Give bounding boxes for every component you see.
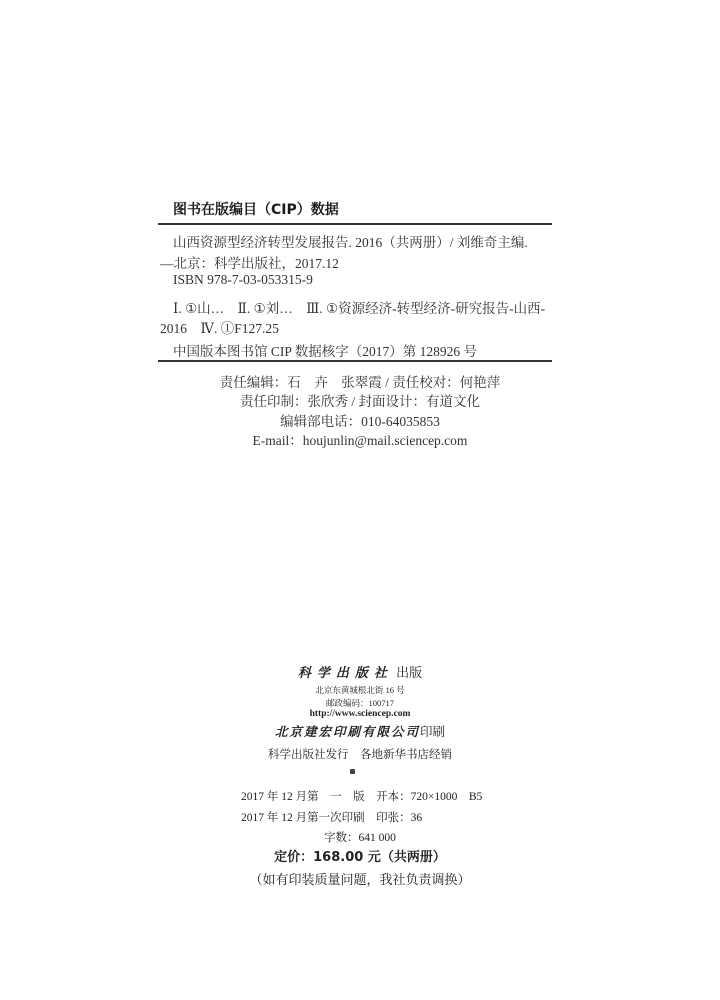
printer-name: 北京建宏印刷有限公司 [274,724,420,739]
cip-classification-line-2: 2016 Ⅳ. ①F127.25 [160,321,279,336]
publisher-suffix: 出版 [396,666,423,681]
publisher-postcode: 邮政编码：100717 [325,698,394,708]
credit-phone: 编辑部电话：010-64035853 [280,414,440,429]
printer-line [0,722,720,740]
publisher-address: 北京东黄城根北街 16 号 [315,685,405,695]
cip-title: 图书在版编目（CIP）数据 [173,202,339,218]
printer-suffix: 印刷 [420,724,446,739]
publisher-website: http://www.sciencep.com [309,709,411,719]
cip-bottom-rule [158,360,552,362]
quality-notice: （如有印装质量问题，我社负责调换） [249,873,471,888]
publisher-line [0,662,720,681]
credit-editors: 责任编辑：石 卉 张翠霞 / 责任校对：何艳萍 [219,375,501,390]
cip-isbn-line: ISBN 978-7-03-053315-9 [173,272,313,287]
cip-publisher-line: —北京：科学出版社，2017.12 [160,256,339,271]
publisher-name: 科学出版社 [297,666,393,681]
cip-classification-line-1: Ⅰ. ①山… Ⅱ. ①刘… Ⅲ. ①资源经济-转型经济-研究报告-山西- [173,301,546,316]
cip-record-number: 中国版本图书馆 CIP 数据核字（2017）第 128926 号 [173,344,478,359]
cip-top-rule [158,223,552,225]
credit-printing-design: 责任印制：张欣秀 / 封面设计：有道文化 [239,394,480,409]
price: 定价：168.00 元（共两册） [274,850,446,865]
word-count: 字数：641 000 [324,832,396,844]
edition-line: 2017 年 12 月第 一 版 开本：720×1000 B5 [241,791,483,803]
credit-email: E-mail：houjunlin@mail.sciencep.com [252,433,468,448]
cip-book-title-line: 山西资源型经济转型发展报告. 2016（共两册）/ 刘维奇主编. [173,235,528,250]
separator-bullet [350,769,355,774]
distribution-line: 科学出版社发行 各地新华书店经销 [268,747,452,761]
printing-line: 2017 年 12 月第一次印刷 印张：36 [241,812,423,824]
